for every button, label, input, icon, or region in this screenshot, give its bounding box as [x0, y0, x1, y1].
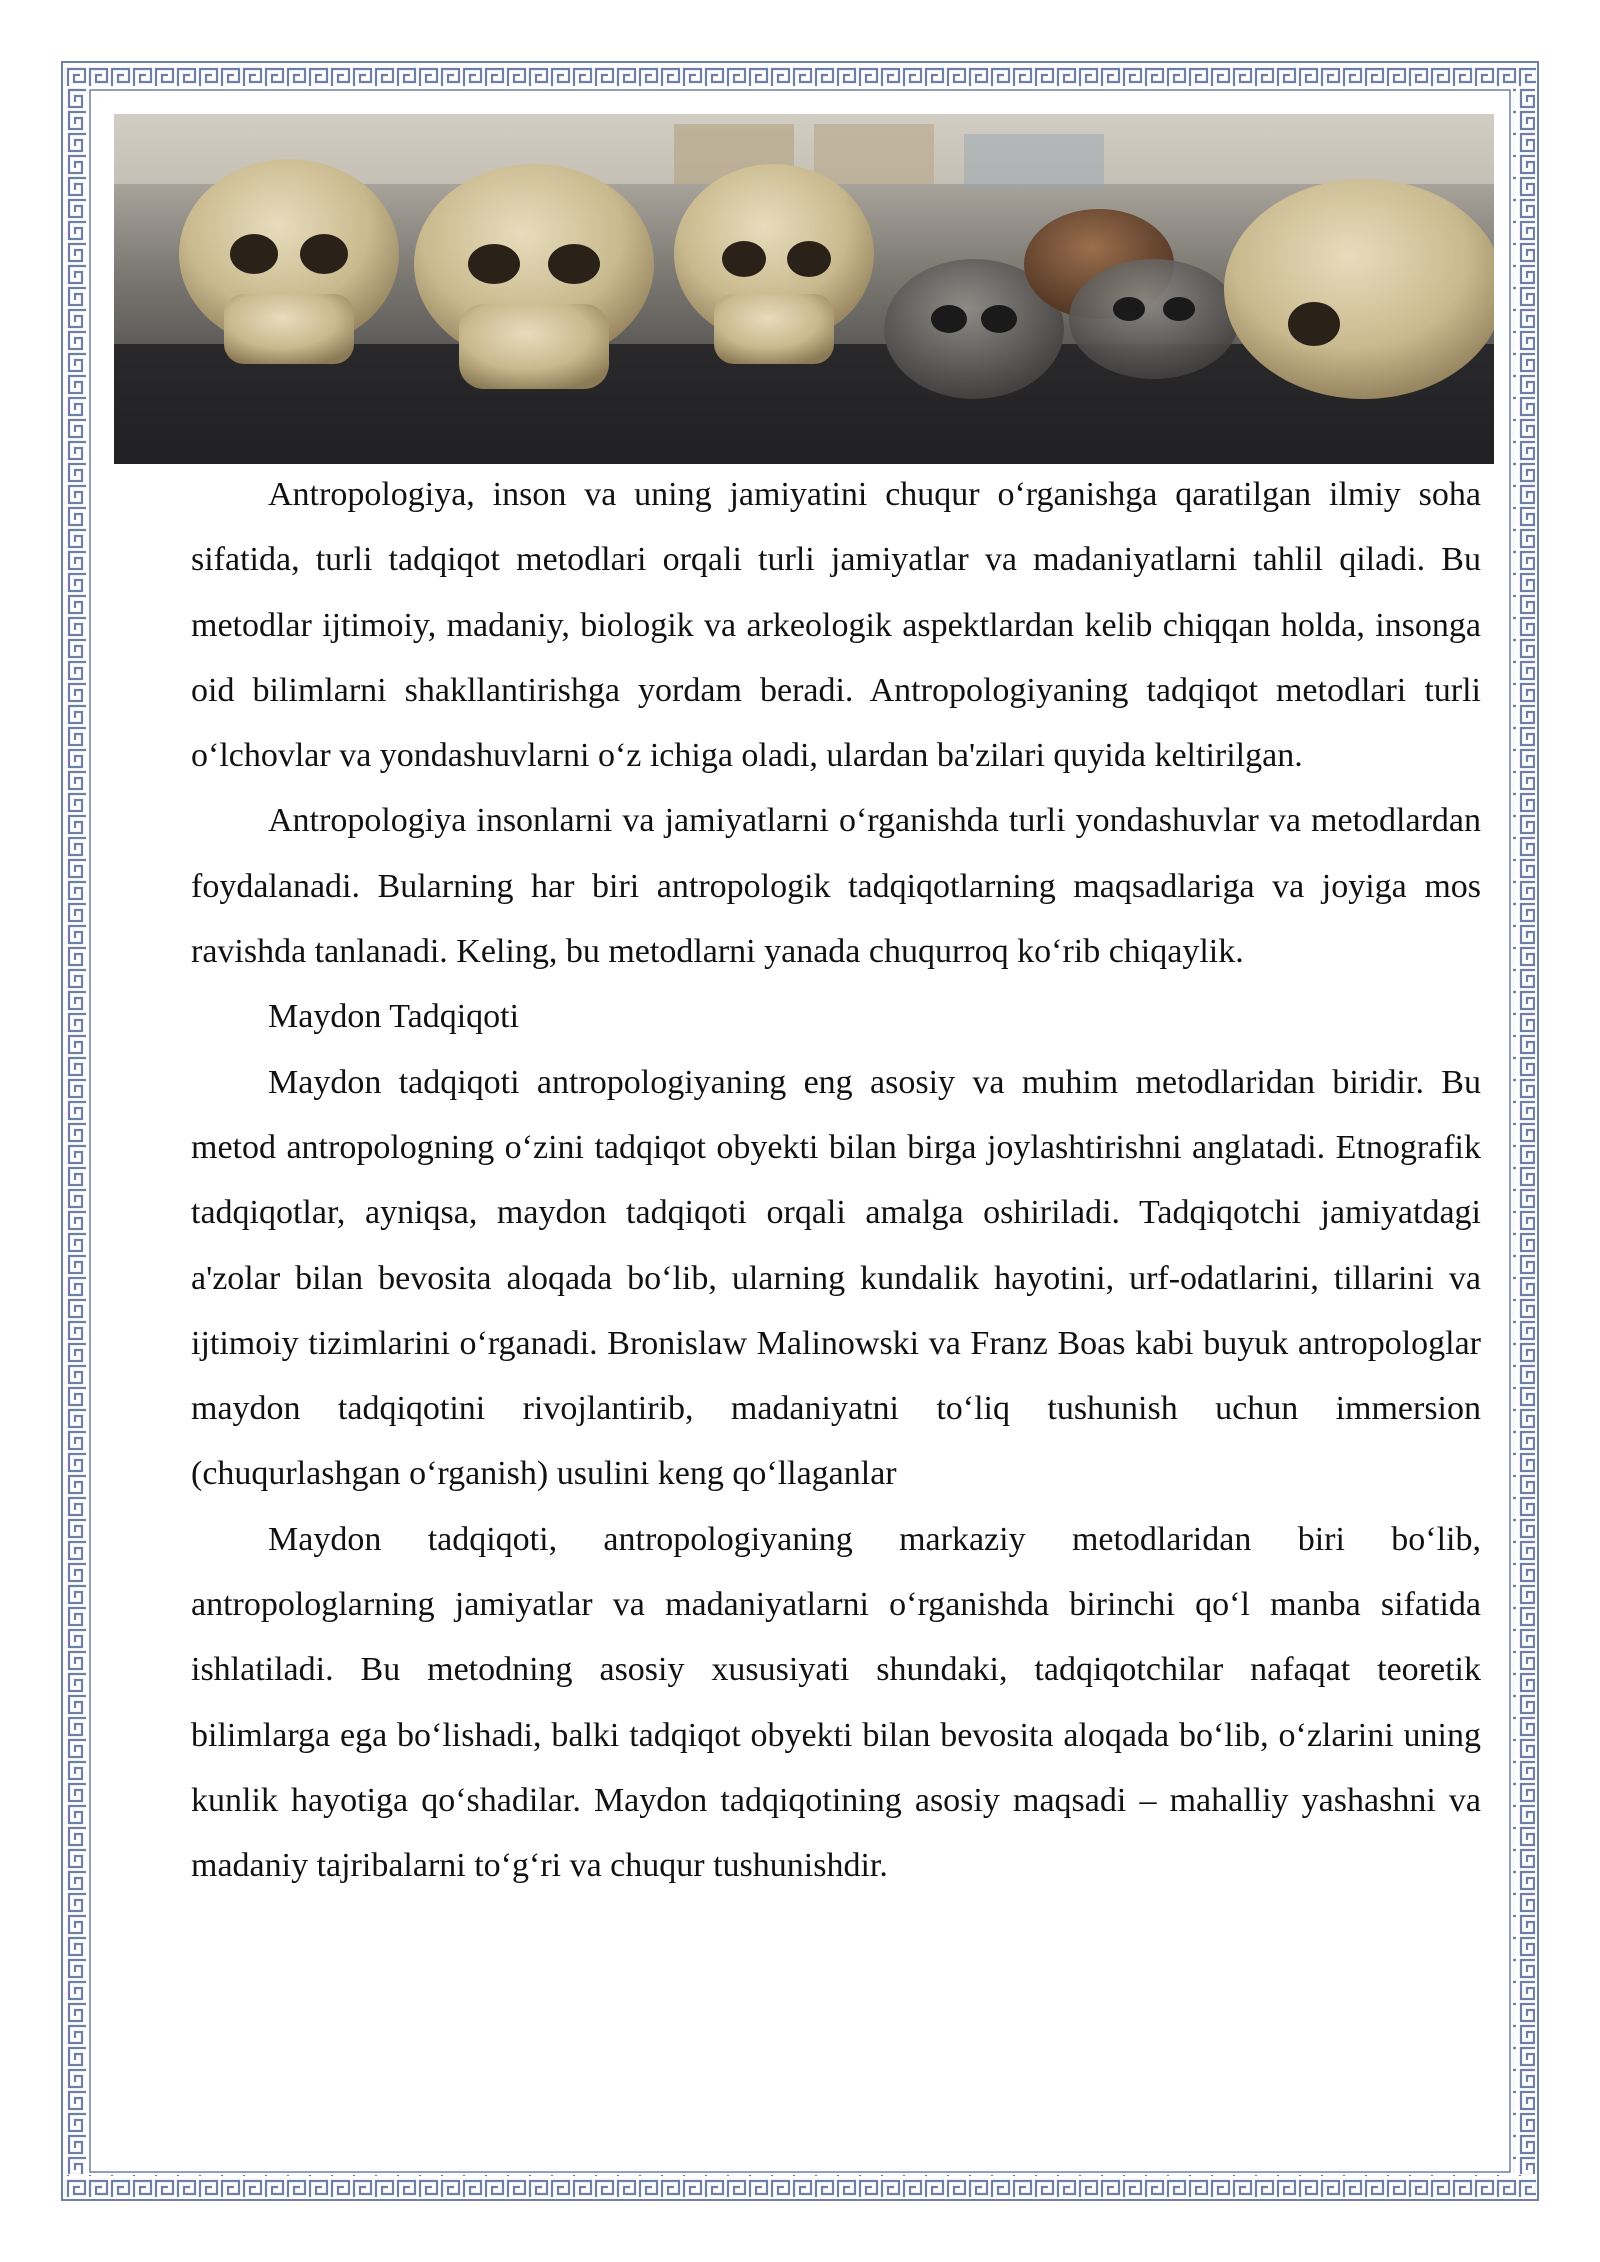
paragraph-field-research: Maydon tadqiqoti antropologiyaning eng asosiy va muhim metodlaridan biridir. Bu metod antropologning o‘zini tadqiqot obyekti bilan birga joylashtirishni anglatadi. Etnografik tadqiqotlar, ayniqsa, maydon tadqiqoti orqali amalga oshiriladi. Tadqiqotchi jamiyatdagi a'zolar bilan bevosita aloqada bo‘lib, ularning kundalik hayotini, urf-odatlarini, tillarini va ijtimoiy tizimlarini o‘rganadi. Bronislaw Malinowski va Franz Boas kabi buyuk antropologlar maydon tadqiqotini rivojlantirib, madaniyatni to‘liq tushunish uchun immersion (chuqurlashgan o‘rganish) usulini keng qo‘llaganlar: [191, 1063, 1481, 1493]
body-text: [191, 462, 1481, 1899]
section-heading: Maydon Tadqiqoti: [268, 998, 520, 1036]
paragraph-approaches: Antropologiya insonlarni va jamiyatlarni o‘rganishda turli yondashuvlar va metodlardan foydalanadi. Bularning har biri antropologik tadqiqotlarning maqsadlariga va joyiga mos ravishda tanlanadi. Keling, bu metodlarni yanada chuqurroq ko‘rib chiqaylik.: [191, 802, 1481, 971]
hominid-skulls-photo: [114, 114, 1494, 464]
paragraph-field-research-details: Maydon tadqiqoti, antropologiyaning markaziy metodlaridan biri bo‘lib, antropologlarning jamiyatlar va madaniyatlarni o‘rganishda birinchi qo‘l manba sifatida ishlatiladi. Bu metodning asosiy xususiyati shundaki, tadqiqotchilar nafaqat teoretik bilimlarga ega bo‘lishadi, balki tadqiqot obyekti bilan bevosita aloqada bo‘lib, o‘zlarini uning kunlik hayotiga qo‘shadilar. Maydon tadqiqotining asosiy maqsadi – mahalliy yashashni va madaniy tajribalarni to‘g‘ri va chuqur tushunishdir.: [191, 1520, 1481, 1885]
paragraph-intro: Antropologiya, inson va uning jamiyatini chuqur o‘rganishga qaratilgan ilmiy soha sifatida, turli tadqiqot metodlari orqali turli jamiyatlar va madaniyatlarni tahlil qiladi. Bu metodlar ijtimoiy, madaniy, biologik va arkeologik aspektlardan kelib chiqqan holda, insonga oid bilimlarni shakllantirishga yordam beradi. Antropologiyaning tadqiqot metodlari turli o‘lchovlar va yondashuvlarni o‘z ichiga oladi, ulardan ba'zilari quyida keltirilgan.: [191, 476, 1481, 775]
